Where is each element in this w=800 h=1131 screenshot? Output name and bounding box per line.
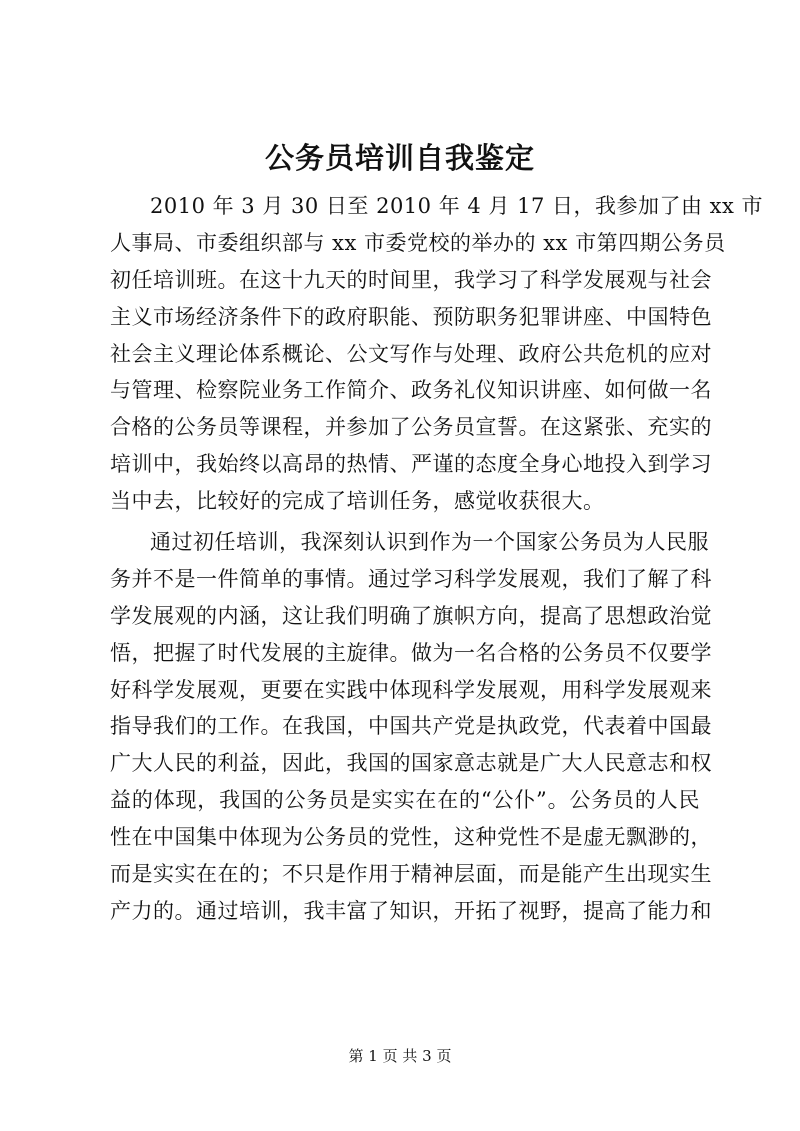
paragraph-line: 务并不是一件简单的事情。通过学习科学发展观，我们了解了科: [110, 566, 712, 591]
paragraph-line: 社会主义理论体系概论、公文写作与处理、政府公共危机的应对: [110, 341, 712, 366]
paragraph-line: 好科学发展观，更要在实践中体现科学发展观，用科学发展观来: [110, 677, 712, 702]
paragraph-line: 悟，把握了时代发展的主旋律。做为一名合格的公务员不仅要学: [110, 640, 712, 665]
paragraph-line: 培训中，我始终以高昂的热情、严谨的态度全身心地投入到学习: [110, 452, 712, 477]
paragraph-line: 通过初任培训，我深刻认识到作为一个国家公务员为人民服: [150, 530, 709, 555]
paragraph-1: [110, 188, 764, 520]
paragraph-line: 广大人民的利益，因此，我国的国家意志就是广大人民意志和权: [110, 751, 712, 776]
paragraph-line: 主义市场经济条件下的政府职能、预防职务犯罪讲座、中国特色: [110, 304, 712, 329]
page-title: 公务员培训自我鉴定: [264, 141, 535, 175]
paragraph-line: 而是实实在在的；不只是作用于精神层面，而是能产生出现实生: [110, 862, 712, 887]
paragraph-line: 2010 年 3 月 30 日至 2010 年 4 月 17 日，我参加了由 xx 市: [150, 194, 764, 218]
paragraph-line: 益的体现，我国的公务员是实实在在的“公仆”。公务员的人民: [110, 788, 700, 813]
paragraph-line: 产力的。通过培训，我丰富了知识，开拓了视野，提高了能力和: [110, 898, 712, 923]
paragraph-line: 初任培训班。在这十九天的时间里，我学习了科学发展观与社会: [110, 267, 712, 292]
document-body: [110, 188, 764, 930]
paragraph-line: 性在中国集中体现为公务员的党性，这种党性不是虚无飘渺的，: [110, 825, 712, 850]
paragraph-line: 合格的公务员等课程，并参加了公务员宣誓。在这紧张、充实的: [110, 415, 712, 440]
paragraph-2: [110, 524, 712, 930]
page-number-footer: 第 1 页 共 3 页: [348, 1047, 452, 1065]
paragraph-line: 与管理、检察院业务工作简介、政务礼仪知识讲座、如何做一名: [110, 378, 712, 403]
paragraph-line: 学发展观的内涵，这让我们明确了旗帜方向，提高了思想政治觉: [110, 603, 712, 628]
paragraph-line: 指导我们的工作。在我国，中国共产党是执政党，代表着中国最: [110, 714, 712, 739]
paragraph-line: 当中去，比较好的完成了培训任务，感觉收获很大。: [110, 489, 605, 514]
paragraph-line: 人事局、市委组织部与 xx 市委党校的举办的 xx 市第四期公务员: [110, 230, 726, 255]
